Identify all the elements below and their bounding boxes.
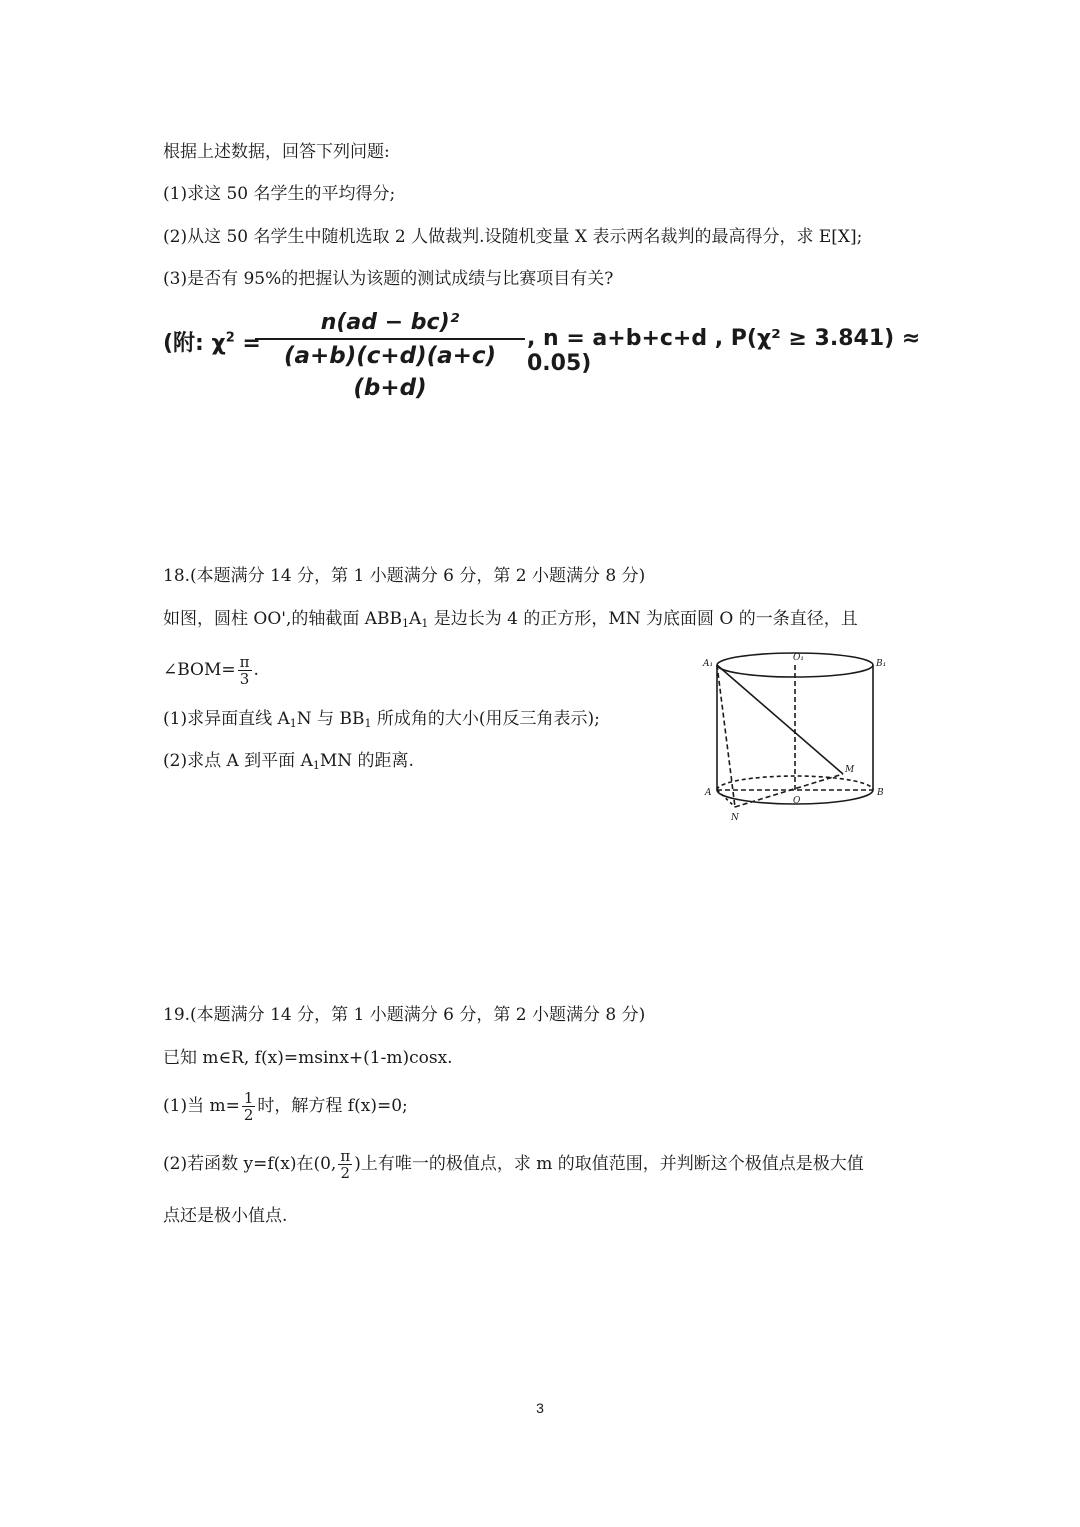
formula-square: 2 bbox=[225, 330, 235, 346]
formula-tail: , n = a+b+c+d , P(χ² ≥ 3.841) ≈ 0.05) bbox=[527, 326, 921, 376]
q18-part2: (2)求点 A 到平面 $A_1MN$ 的距离. bbox=[163, 751, 414, 772]
q19-part2-continued: 点还是极小值点. bbox=[163, 1206, 288, 1226]
label-n: N bbox=[731, 813, 739, 823]
formula-fraction bbox=[255, 308, 525, 401]
q17-part1: (1)求这 50 名学生的平均得分; bbox=[163, 184, 396, 204]
label-o: O bbox=[793, 796, 801, 806]
q17-part2: (2)从这 50 名学生中随机选取 2 人做裁判.设随机变量 X 表示两名裁判的最高得分，求 E[X]; bbox=[163, 227, 863, 247]
q18-header: 18.(本题满分 14 分，第 1 小题满分 6 分，第 2 小题满分 8 分) bbox=[163, 566, 646, 586]
label-o1: O₁ bbox=[793, 653, 804, 663]
page-number: 3 bbox=[536, 1400, 544, 1416]
label-a1: A₁ bbox=[703, 659, 714, 669]
q19-header: 19.(本题满分 14 分，第 1 小题满分 6 分，第 2 小题满分 8 分) bbox=[163, 1005, 646, 1025]
line-a1n bbox=[717, 665, 735, 807]
q18-part1: (1)求异面直线 $A_1N$ 与 $BB_1$ 所成角的大小(用反三角表示); bbox=[163, 709, 600, 730]
formula-equals: = bbox=[234, 331, 261, 356]
chi-square-formula bbox=[163, 308, 923, 401]
q19-part1: (1)当 m= $\frac{1}{2}$ 时，解方程 f(x)=0; bbox=[163, 1089, 408, 1124]
q19-given: 已知 m∈R, f(x)=msinx+(1-m)cosx. bbox=[163, 1048, 453, 1068]
q17-part3: (3)是否有 95%的把握认为该题的测试成绩与比赛项目有关? bbox=[163, 269, 614, 289]
q18-stem: 如图，圆柱 OO',的轴截面 $ABB_1A_1$ 是边长为 4 的正方形，MN 为底面圆 O 的一条直径，且 bbox=[163, 609, 858, 630]
line-a1m bbox=[717, 665, 843, 774]
label-b: B bbox=[877, 788, 884, 798]
formula-denominator: (a+b)(c+d)(a+c)(b+d) bbox=[283, 343, 497, 401]
q18-angle: ∠BOM= $\frac{\pi}{3}$ . bbox=[163, 653, 259, 688]
formula-prefix: (附: χ bbox=[163, 331, 226, 356]
label-m: M bbox=[845, 765, 855, 775]
label-b1: B₁ bbox=[876, 659, 887, 669]
q17-intro: 根据上述数据，回答下列问题: bbox=[163, 142, 390, 162]
formula-numerator: n(ad − bc)² bbox=[255, 308, 525, 340]
cylinder-figure bbox=[695, 640, 895, 830]
q19-part2: (2)若函数 y=f(x)在(0, $\frac{\pi}{2}$ )上有唯一的极值点，求 m 的取值范围，并判断这个极值点是极大值 bbox=[163, 1147, 864, 1182]
label-a: A bbox=[705, 788, 712, 798]
